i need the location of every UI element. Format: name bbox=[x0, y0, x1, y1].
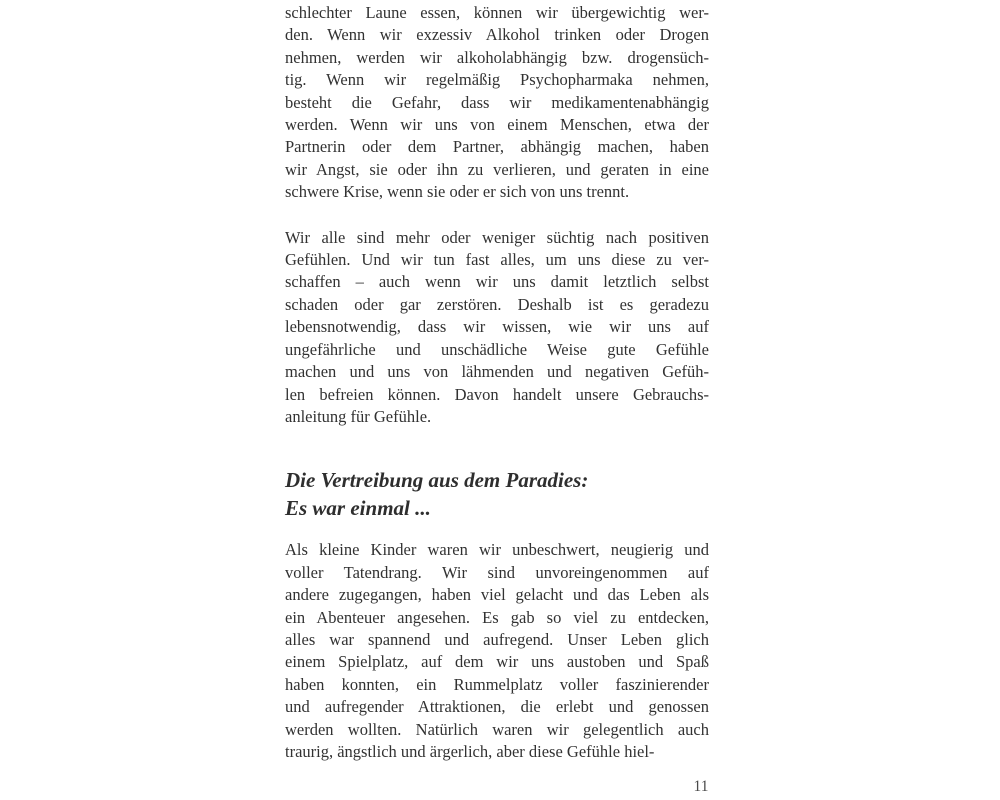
text-line: schaden oder gar zerstören. Deshalb ist es geradezu bbox=[285, 294, 709, 314]
section-heading bbox=[285, 466, 709, 522]
text-line: Gefühlen. Und wir tun fast alles, um uns diese zu ver- bbox=[285, 250, 709, 270]
text-line: Partnerin oder dem Partner, abhängig machen, haben bbox=[285, 137, 709, 157]
text-line: traurig, ängstlich und ärgerlich, aber diese Gefühle hiel- bbox=[285, 741, 655, 761]
heading-line: Die Vertreibung aus dem Paradies: bbox=[285, 468, 589, 493]
text-line: werden. Wenn wir uns von einem Menschen, etwa der bbox=[285, 115, 709, 135]
text-column bbox=[285, 2, 709, 763]
text-line: einem Spielplatz, auf dem wir uns austoben und Spaß bbox=[285, 652, 709, 672]
text-line: haben konnten, ein Rummelplatz voller faszinierender bbox=[285, 674, 709, 694]
text-line: nehmen, werden wir alkoholabhängig bzw. drogensüch- bbox=[285, 47, 709, 67]
text-line: alles war spannend und aufregend. Unser Leben glich bbox=[285, 629, 709, 649]
text-line: wir Angst, sie oder ihn zu verlieren, und geraten in eine bbox=[285, 159, 709, 179]
text-line: lebensnotwendig, dass wir wissen, wie wir uns auf bbox=[285, 317, 709, 337]
text-line: tig. Wenn wir regelmäßig Psychopharmaka nehmen, bbox=[285, 70, 709, 90]
body-paragraph bbox=[285, 227, 709, 429]
heading-line: Es war einmal ... bbox=[285, 496, 431, 521]
text-line: werden wollten. Natürlich waren wir gelegentlich auch bbox=[285, 719, 709, 739]
text-line: len befreien können. Davon handelt unsere Gebrauchs- bbox=[285, 384, 709, 404]
text-line: den. Wenn wir exzessiv Alkohol trinken oder Drogen bbox=[285, 25, 709, 45]
text-line: schwere Krise, wenn sie oder er sich von uns trennt. bbox=[285, 182, 630, 202]
body-paragraph bbox=[285, 539, 709, 763]
text-line: schaffen – auch wenn wir uns damit letztlich selbst bbox=[285, 272, 709, 292]
text-line: Als kleine Kinder waren wir unbeschwert, neugierig und bbox=[285, 540, 709, 560]
text-line: und aufregender Attraktionen, die erlebt und genossen bbox=[285, 697, 709, 717]
text-line: schlechter Laune essen, können wir übergewichtig wer- bbox=[285, 3, 709, 22]
page-number: 11 bbox=[693, 778, 709, 795]
text-line: ein Abenteuer angesehen. Es gab so viel zu entdecken, bbox=[285, 607, 709, 627]
text-line: ungefährliche und unschädliche Weise gute Gefühle bbox=[285, 339, 709, 359]
text-line: Wir alle sind mehr oder weniger süchtig nach positiven bbox=[285, 227, 709, 247]
text-line: anleitung für Gefühle. bbox=[285, 406, 432, 426]
body-paragraph bbox=[285, 2, 709, 204]
text-line: voller Tatendrang. Wir sind unvoreingenommen auf bbox=[285, 562, 709, 582]
text-line: besteht die Gefahr, dass wir medikamentenabhängig bbox=[285, 92, 709, 112]
text-line: machen und uns von lähmenden und negativen Gefüh- bbox=[285, 362, 709, 382]
text-line: andere zugegangen, haben viel gelacht und das Leben als bbox=[285, 585, 709, 605]
